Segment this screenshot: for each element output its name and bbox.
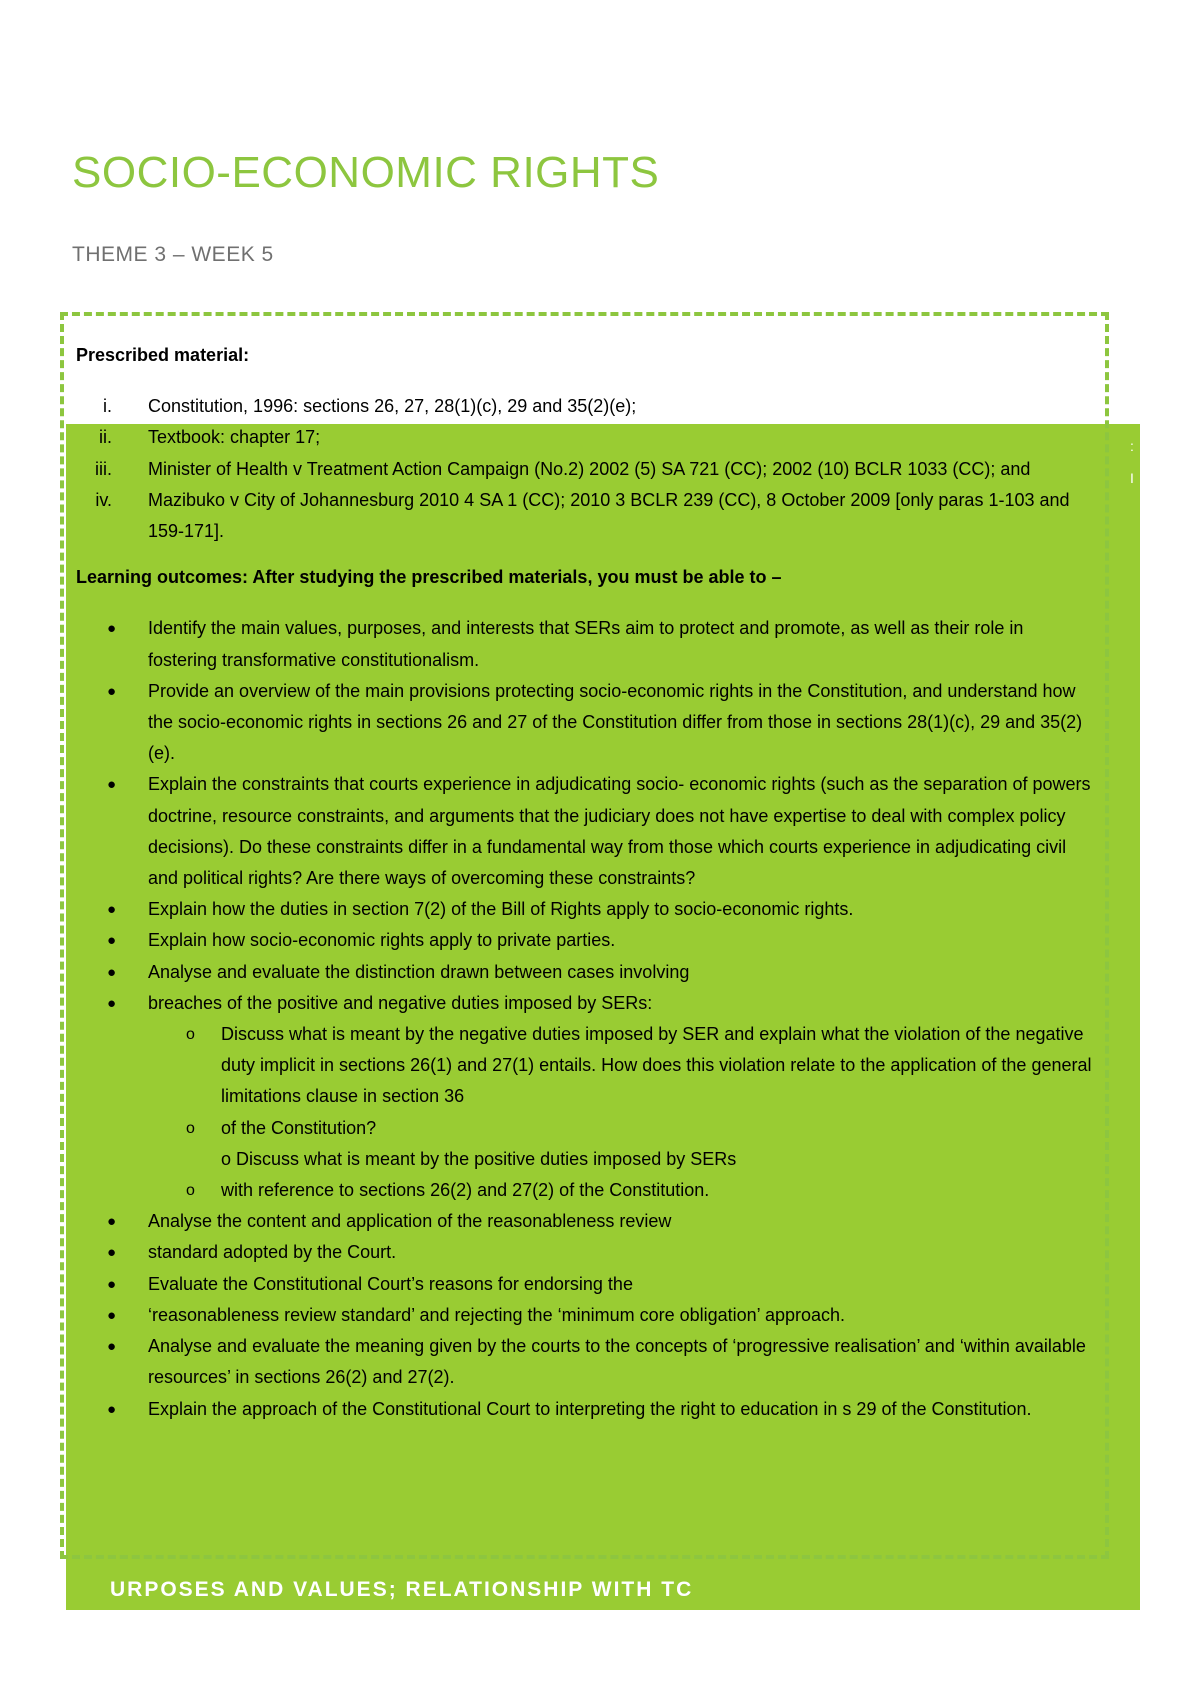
sub-bullet-icon: o bbox=[186, 1026, 195, 1044]
outcome-text: Explain how socio-economic rights apply to private parties. bbox=[148, 930, 616, 951]
outcome-item bbox=[76, 988, 1096, 1019]
sub-item-text: o Discuss what is meant by the positive duties imposed by SERs bbox=[221, 1148, 737, 1169]
item-number: ii. bbox=[99, 427, 112, 448]
outcome-item bbox=[76, 925, 1096, 956]
bullet-icon: ● bbox=[107, 1275, 117, 1293]
document-title: SOCIO-ECONOMIC RIGHTS bbox=[72, 148, 660, 197]
outcome-text: Analyse and evaluate the distinction drawn between cases involving bbox=[148, 961, 690, 982]
bullet-icon: ● bbox=[107, 901, 117, 919]
bullet-icon: ● bbox=[107, 932, 117, 950]
prescribed-item bbox=[76, 454, 1096, 485]
outcome-item bbox=[76, 1206, 1096, 1237]
outcome-text: Analyse the content and application of the reasonableness review bbox=[148, 1211, 672, 1232]
outcome-item bbox=[76, 957, 1096, 988]
item-number: iv. bbox=[95, 489, 112, 510]
outcome-text: Explain the constraints that courts experience in adjudicating socio- economic rights (such as the separation of powers doctrine, resource constraints, and arguments that the judiciary does not have expertise to deal with complex policy decisions). Do these constraints differ in a fundamental way from those which courts experience in adjudicating civil and political rights? Are there ways of overcoming these constraints? bbox=[148, 774, 1091, 889]
outcome-text: ‘reasonableness review standard’ and rejecting the ‘minimum core obligation’ approach. bbox=[148, 1304, 846, 1325]
outcome-text: breaches of the positive and negative duties imposed by SERs: bbox=[148, 992, 653, 1013]
item-text: Minister of Health v Treatment Action Campaign (No.2) 2002 (5) SA 721 (CC); 2002 (10) BCLR 1033 (CC); and bbox=[148, 458, 1031, 479]
learning-outcomes-heading: Learning outcomes: After studying the prescribed materials, you must be able to – bbox=[76, 567, 782, 588]
bullet-icon: ● bbox=[107, 776, 117, 794]
outcome-item bbox=[76, 1394, 1096, 1425]
outcome-item bbox=[76, 769, 1096, 894]
edge-mark: I bbox=[1130, 470, 1134, 486]
bullet-icon: ● bbox=[107, 1306, 117, 1324]
outcome-sub-item bbox=[76, 1019, 1096, 1113]
sub-bullet-icon: o bbox=[186, 1119, 195, 1137]
outcome-item bbox=[76, 676, 1096, 770]
bullet-icon: ● bbox=[107, 682, 117, 700]
outcome-text: standard adopted by the Court. bbox=[148, 1242, 397, 1263]
bullet-icon: ● bbox=[107, 1338, 117, 1356]
bullet-icon: ● bbox=[107, 1400, 117, 1418]
outcome-text: Explain the approach of the Constitutional Court to interpreting the right to education in s 29 of the Constitution. bbox=[148, 1398, 1032, 1419]
sub-item-text: of the Constitution? bbox=[221, 1117, 377, 1138]
bullet-icon: ● bbox=[107, 963, 117, 981]
item-number: iii. bbox=[95, 458, 112, 479]
content-area bbox=[76, 340, 1096, 1425]
outcome-sub-item bbox=[76, 1113, 1096, 1144]
item-text: Textbook: chapter 17; bbox=[148, 427, 321, 448]
item-text: Mazibuko v City of Johannesburg 2010 4 SA 1 (CC); 2010 3 BCLR 239 (CC), 8 October 2009 [only paras 1-103 and 159-171]. bbox=[148, 489, 1070, 542]
outcome-sub-item bbox=[76, 1144, 1096, 1175]
bullet-icon: ● bbox=[107, 620, 117, 638]
document-subtitle: THEME 3 – WEEK 5 bbox=[72, 243, 274, 266]
bullet-icon: ● bbox=[107, 994, 117, 1012]
prescribed-item bbox=[76, 485, 1096, 547]
outcome-text: Provide an overview of the main provisions protecting socio-economic rights in the Constitution, and understand how the socio-economic rights in sections 26 and 27 of the Constitution differ from those in sections 28(1)(c), 29 and 35(2)(e). bbox=[148, 680, 1083, 764]
sub-bullet-icon: o bbox=[186, 1182, 195, 1200]
item-text: Constitution, 1996: sections 26, 27, 28(1)(c), 29 and 35(2)(e); bbox=[148, 396, 637, 417]
prescribed-item bbox=[76, 422, 1096, 453]
prescribed-item bbox=[76, 391, 1096, 422]
outcome-text: Explain how the duties in section 7(2) of the Bill of Rights apply to socio-economic rights. bbox=[148, 899, 854, 920]
sub-item-text: with reference to sections 26(2) and 27(2) of the Constitution. bbox=[221, 1180, 710, 1201]
edge-mark: : bbox=[1130, 438, 1134, 454]
outcome-item bbox=[76, 894, 1096, 925]
bullet-icon: ● bbox=[107, 1213, 117, 1231]
outcome-item bbox=[76, 1300, 1096, 1331]
section-heading: URPOSES AND VALUES; RELATIONSHIP WITH TC bbox=[110, 1578, 694, 1601]
outcome-item bbox=[76, 613, 1096, 675]
bullet-icon: ● bbox=[107, 1244, 117, 1262]
item-number: i. bbox=[103, 396, 112, 417]
outcome-item bbox=[76, 1269, 1096, 1300]
outcome-item bbox=[76, 1331, 1096, 1393]
outcome-text: Evaluate the Constitutional Court’s reasons for endorsing the bbox=[148, 1273, 633, 1294]
outcome-item bbox=[76, 1237, 1096, 1268]
prescribed-heading: Prescribed material: bbox=[76, 345, 250, 365]
outcome-text: Identify the main values, purposes, and interests that SERs aim to protect and promote, as well as their role in fostering transformative constitutionalism. bbox=[148, 618, 1024, 670]
outcome-text: Analyse and evaluate the meaning given by the courts to the concepts of ‘progressive realisation’ and ‘within available resources’ in sections 26(2) and 27(2). bbox=[148, 1336, 1086, 1388]
outcome-sub-item bbox=[76, 1175, 1096, 1206]
sub-item-text: Discuss what is meant by the negative duties imposed by SER and explain what the violation of the negative duty implicit in sections 26(1) and 27(1) entails. How does this violation relate to the application of the general limitations clause in section 36 bbox=[221, 1024, 1092, 1107]
